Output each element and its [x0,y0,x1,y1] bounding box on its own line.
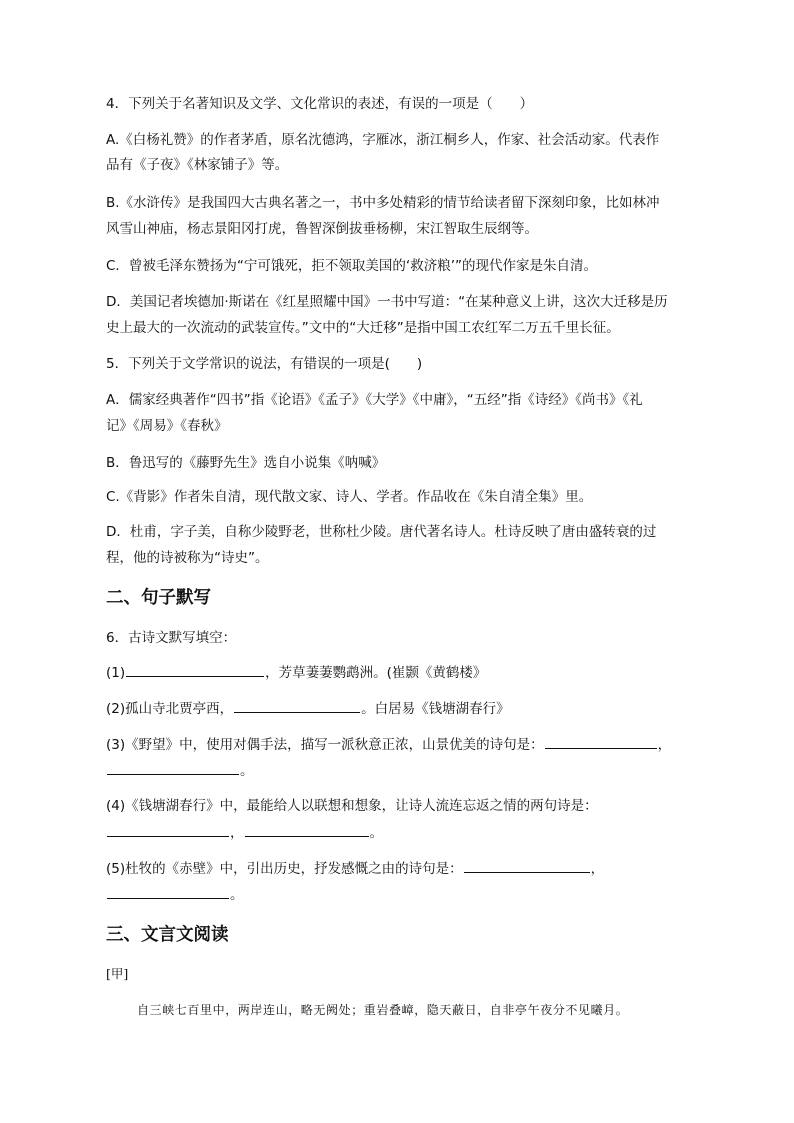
q6-item-3-line1 [106,734,696,755]
q6-item-2 [106,698,696,719]
q6-item-4-end: 。 [369,825,383,841]
q4-option-d-line1: D．美国记者埃德加·斯诺在《红星照耀中国》一书中写道：“在某种意义上讲，这次大迁移是历 [106,294,668,310]
section-heading-sentence-dictation: 二、句子默写 [106,588,211,608]
q6-item-4-line1: (4)《钱塘湖春行》中，最能给人以联想和想象，让诗人流连忘返之情的两句诗是： [106,798,598,814]
q6-stem: 6．古诗文默写填空： [106,630,237,646]
q6-item-1 [106,662,696,683]
q6-item-1-suffix: ，芳草萋萋鹦鹉洲。(崔颢《黄鹤楼》 [265,665,487,681]
classical-passage: 自三峡七百里中，两岸连山，略无阙处；重岩叠嶂，隐天蔽日，自非亭午夜分不见曦月。 [137,1003,629,1017]
q6-item-4-blank-1[interactable] [107,822,229,837]
q6-item-4-comma: ， [230,825,244,841]
q4-option-d-line2: 史上最大的一次流动的武装宣传。”文中的“大迁移”是指中国工农红军二万五千里长征。 [106,320,620,336]
q6-item-3-comma: ， [657,737,672,753]
q6-item-5-prefix: (5)杜牧的《赤壁》中，引出历史，抒发感慨之由的诗句是： [106,861,463,877]
q4-option-b-line1: B.《水浒传》是我国四大古典名著之一，书中多处精彩的情节给读者留下深刻印象，比如林冲 [106,195,660,211]
q6-item-1-blank[interactable] [126,662,264,677]
q4-option-a-line2: 品有《子夜》《林家铺子》等。 [106,157,289,173]
q5-stem: 5．下列关于文学常识的说法，有错误的一项是( ) [106,356,423,372]
q6-item-5-comma: ， [590,861,605,877]
q6-item-3-end: 。 [240,763,254,779]
passage-label-jia: [甲] [106,966,129,981]
section-heading-classical-reading: 三、文言文阅读 [106,925,229,945]
q6-item-3-line2 [106,760,696,781]
q6-item-2-prefix: (2)孤山寺北贾亭西， [106,701,234,717]
q5-option-c: C.《背影》作者朱自清，现代散文家、诗人、学者。作品收在《朱自清全集》里。 [106,489,593,505]
q5-option-a-line1: A．儒家经典著作“四书”指《论语》《孟子》《大学》《中庸》，“五经”指《诗经》《尚书》《礼 [106,392,643,408]
q6-item-1-prefix: (1) [106,665,126,681]
q5-option-d-line1: D．杜甫，字子美，自称少陵野老，世称杜少陵。唐代著名诗人。杜诗反映了唐由盛转衰的过 [106,524,657,540]
q6-item-4-line2 [106,822,696,843]
q6-item-5-line1 [106,858,696,879]
q5-option-a-line2: 记》《周易》《春秋》 [106,418,228,434]
q5-option-d-line2: 程，他的诗被称为“诗史”。 [106,550,269,566]
q6-item-3-prefix: (3)《野望》中，使用对偶手法，描写一派秋意正浓，山景优美的诗句是： [106,737,544,753]
q4-option-a-line1: A.《白杨礼赞》的作者茅盾，原名沈德鸿，字雁冰，浙江桐乡人，作家、社会活动家。代表作 [106,132,660,148]
q4-option-b-line2: 风雪山神庙，杨志景阳冈打虎，鲁智深倒拔垂杨柳，宋江智取生辰纲等。 [106,221,538,237]
q6-item-2-blank[interactable] [234,698,360,713]
q6-item-4-blank-2[interactable] [245,822,369,837]
q5-option-b: B．鲁迅写的《藤野先生》选自小说集《呐喊》 [106,455,386,471]
q4-stem: 4．下列关于名著知识及文学、文化常识的表述，有误的一项是（ ） [106,96,534,112]
q6-item-3-blank-1[interactable] [545,734,657,749]
q6-item-5-blank-1[interactable] [464,858,590,873]
q6-item-5-end: 。 [230,887,244,903]
q4-option-c: C．曾被毛泽东赞扬为“宁可饿死，拒不领取美国的‘救济粮’”的现代作家是朱自清。 [106,258,597,274]
q6-item-5-blank-2[interactable] [107,884,229,899]
q6-item-5-line2 [106,884,696,905]
q6-item-2-suffix: 。白居易《钱塘湖春行》 [361,701,510,717]
q6-item-3-blank-2[interactable] [107,760,239,775]
